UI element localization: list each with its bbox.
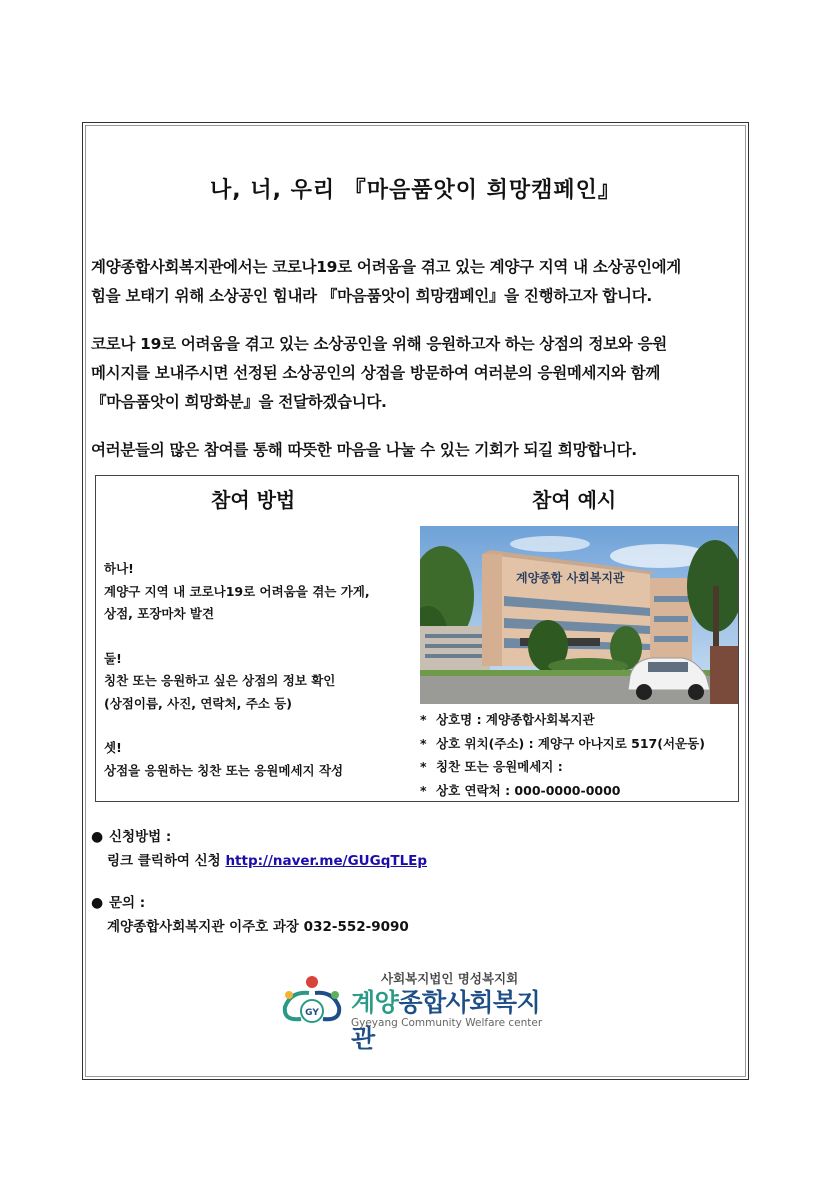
logo-english-name: Gyeyang Community Welfare center	[351, 1017, 543, 1029]
apply-section	[91, 825, 427, 873]
step3-title: 셋!	[104, 740, 122, 755]
apply-link[interactable]: http://naver.me/GUGqTLEp	[225, 853, 428, 869]
logo-title: 계양종합사회복지관	[351, 988, 541, 1053]
step2-title: 둘!	[104, 650, 122, 666]
page-title: 나, 너, 우리 『마음품앗이 희망캠페인』	[210, 178, 621, 203]
logo-icon-text: GY	[305, 1008, 319, 1018]
description-line-3: 『마음품앗이 희망화분』을 전달하겠습니다.	[91, 393, 387, 411]
example-item-name: * 상호명 : 계양종합사회복지관	[420, 712, 595, 727]
participation-steps	[104, 558, 414, 782]
step1-line1: 계양구 지역 내 코로나19로 어려움을 겪는 가게,	[104, 583, 370, 599]
contact-label: 문의 :	[109, 895, 146, 911]
organization-logo	[279, 969, 559, 1053]
step1-line2: 상점, 포장마차 발견	[104, 606, 215, 621]
bullet-icon: ●	[91, 895, 104, 911]
example-item-address: * 상호 위치(주소) : 계양구 아나지로 517(서운동)	[420, 735, 705, 751]
apply-label: 신청방법 :	[109, 829, 172, 845]
description-paragraph	[91, 330, 741, 417]
example-heading: 참여 예시	[532, 488, 617, 512]
contact-text: 계양종합사회복지관 이주호 과장 032-552-9090	[107, 919, 409, 935]
example-details	[420, 708, 705, 802]
description-line-1: 코로나 19로 어려움을 겪고 있는 소상공인을 위해 응원하고자 하는 상점의 정보와 응원	[91, 335, 667, 353]
document-frame	[82, 122, 749, 1080]
example-item-contact: * 상호 연락처 : 000-0000-0000	[420, 782, 621, 798]
example-item-message: * 칭찬 또는 응원메세지 :	[420, 759, 563, 774]
description-line-2: 메시지를 보내주시면 선정된 소상공인의 상점을 방문하여 여러분의 응원메세지와 함께	[91, 364, 661, 382]
step3-line1: 상점을 응원하는 칭찬 또는 응원메세지 작성	[104, 762, 344, 778]
intro-line-2: 힘을 보태기 위해 소상공인 힘내라 『마음품앗이 희망캠페인』을 진행하고자 합니다.	[91, 287, 652, 305]
example-building-photo	[420, 526, 738, 704]
bullet-icon: ●	[91, 829, 104, 845]
intro-paragraph	[91, 253, 741, 311]
apply-text: 링크 클릭하여 신청	[107, 853, 221, 869]
step2-line2: (상점이름, 사진, 연락처, 주소 등)	[104, 695, 292, 711]
contact-section	[91, 891, 409, 939]
closing-paragraph: 여러분들의 많은 참여를 통해 따뜻한 마음을 나눌 수 있는 기회가 되길 희망합니다.	[91, 441, 637, 459]
step1-title: 하나!	[104, 561, 134, 576]
step2-line1: 칭찬 또는 응원하고 싶은 상점의 정보 확인	[104, 673, 336, 688]
logo-subtitle: 사회복지법인 명성복지회	[381, 971, 519, 986]
welfare-logo-icon	[279, 973, 345, 1029]
intro-line-1: 계양종합사회복지관에서는 코로나19로 어려움을 겪고 있는 계양구 지역 내 소상공인에게	[91, 258, 681, 276]
participation-box	[95, 475, 739, 802]
photo-sign-text: 계양종합 사회복지관	[516, 571, 625, 585]
participation-heading: 참여 방법	[211, 488, 296, 512]
